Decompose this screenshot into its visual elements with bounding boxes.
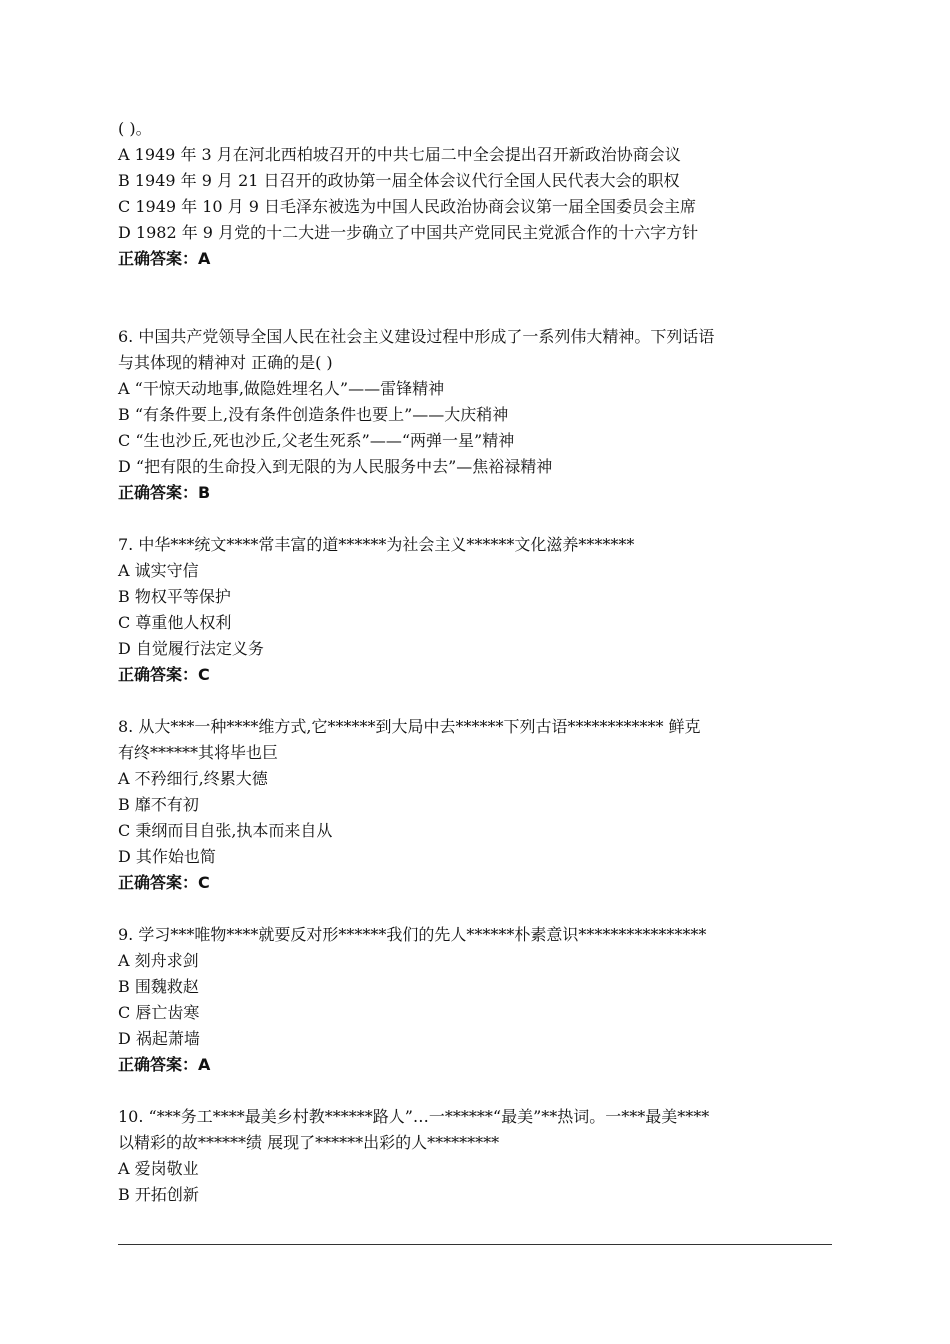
option-b: B 围魏救赵 [118,977,199,996]
correct-answer: 正确答案：C [118,873,210,892]
option-a: A 不矜细行,终累大德 [118,769,268,788]
option-d: D 祸起萧墙 [118,1029,200,1048]
option-c: C “生也沙丘,死也沙丘,父老生死系”——“两弹一星”精神 [118,431,515,450]
question-block [118,324,838,506]
correct-answer: 正确答案：C [118,665,210,684]
option-a: A 诚实守信 [118,561,199,580]
option-d: D “把有限的生命投入到无限的为人民服务中去”—焦裕禄精神 [118,457,553,476]
option-b: B “有条件要上,没有条件创造条件也要上”——大庆稍神 [118,405,509,424]
correct-answer: 正确答案：B [118,483,211,502]
question-stem: 与其体现的精神对 正确的是( ) [118,353,333,372]
option-a: A 1949 年 3 月在河北西柏坡召开的中共七届二中全会提出召开新政治协商会议 [118,145,681,164]
option-c: C 1949 年 10 月 9 日毛泽东被选为中国人民政治协商会议第一届全国委员会主席 [118,197,697,216]
option-b: B 开拓创新 [118,1185,199,1204]
option-a: A 爱岗敬业 [118,1159,199,1178]
correct-answer: 正确答案：A [118,1055,211,1074]
option-d: D 自觉履行法定义务 [118,639,264,658]
option-c: C 尊重他人权利 [118,613,232,632]
footer-divider [118,1244,832,1245]
option-c: C 唇亡齿寒 [118,1003,200,1022]
option-b: B 1949 年 9 月 21 日召开的政协第一届全体会议代行全国人民代表大会的职权 [118,171,680,190]
question-stem: ( )。 [118,119,152,138]
option-b: B 物权平等保护 [118,587,231,606]
question-stem: 以精彩的故******绩 展现了******出彩的人********* [118,1133,500,1152]
question-stem: 7. 中华***统文****常丰富的道******为社会主义******文化滋养******* [118,535,635,554]
question-stem: 9. 学习***唯物****就要反对形******我们的先人******朴素意识**************** [118,925,707,944]
option-b: B 靡不有初 [118,795,199,814]
option-d: D 其作始也简 [118,847,216,866]
question-block [118,922,838,1078]
question-block [118,714,838,896]
document-page [118,116,838,1234]
option-a: A “干惊天动地事,做隐姓埋名人”——雷锋精神 [118,379,445,398]
question-stem: 8. 从大***一种****维方式,它******到大局中去******下列古语************ 鲜克 [118,717,701,736]
question-block [118,116,838,272]
question-stem: 6. 中国共产党领导全国人民在社会主义建设过程中形成了一系列伟大精神。下列话语 [118,327,715,346]
question-block [118,532,838,688]
option-c: C 秉纲而目自张,执本而来自从 [118,821,333,840]
question-stem: 10. “***务工****最美乡村教******路人”…一******“最美”**热词。一***最美**** [118,1107,710,1126]
correct-answer: 正确答案：A [118,249,211,268]
question-stem: 有终******其将毕也巨 [118,743,279,762]
option-a: A 刻舟求剑 [118,951,199,970]
option-d: D 1982 年 9 月党的十二大进一步确立了中国共产党同民主党派合作的十六字方针 [118,223,699,242]
question-block [118,1104,838,1208]
